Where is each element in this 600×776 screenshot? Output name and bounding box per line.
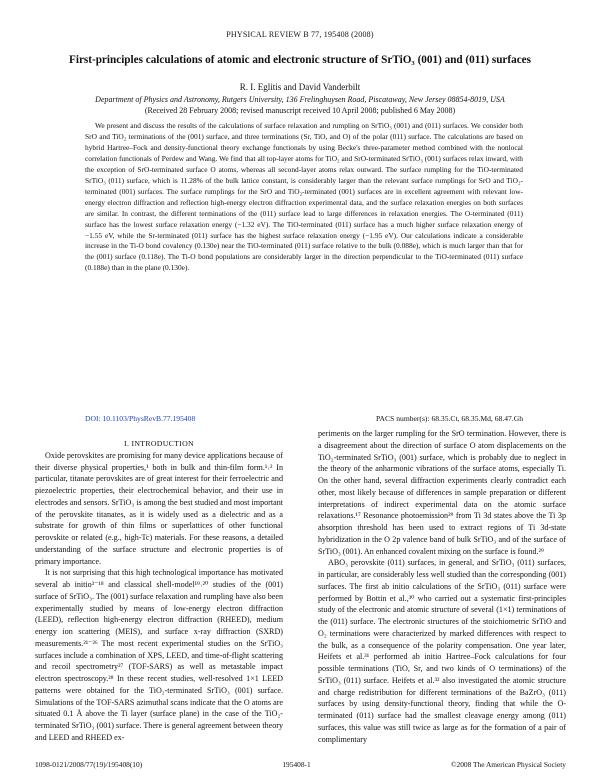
left-column (35, 438, 283, 744)
affiliation: Department of Physics and Astronomy, Rutgers University, 136 Frelinghuysen Road, Piscataway, New Jersey 08854-8019, USA (95, 95, 505, 104)
section-heading: I. INTRODUCTION (124, 439, 194, 448)
paragraph: periments on the larger rumpling for the SrO termination. However, there is a disagreement about the direction of surface O atom displacements on the TiO₂-terminated SrTiO₃ (001) surface, which is probably due to neglect in the theory of the anharmonic vibrations of the surface atoms, especially Ti. On the other hand, several diffraction experiments clearly contradict each other, most likely because of differences in sample preparation or different interpretations of indirect experimental data on the atomic surface relaxations.¹⁷ Resonance photoemission²⁹ from Ti 3d states above the Ti 3p absorption threshold has been used to extract regions of Ti 3d-state hybridization in the O 2p valence band of bulk SrTiO₃ and of the surface of SrTiO₃ (001). An enhanced covalent mixing on the surface is found.²⁹ (318, 429, 566, 556)
pacs-numbers: PACS number(s): 68.35.Ct, 68.35.Md, 68.47.Gh (376, 414, 523, 423)
paragraph: It is not surprising that this high technological importance has motivated several ab initio³⁻¹⁸ and classical shell-model¹⁹˒²⁰ studies of the (001) surface of SrTiO₃. The (001) surface relaxation and rumpling have also been experimentally studied by means of low-energy electron diffraction (LEED), reflection high-energy electron diffraction (RHEED), medium energy ion scattering (MEIS), and surface x-ray diffraction (SXRD) measurements.²¹⁻²⁶ The most recent experimental studies on the SrTiO₃ surfaces include a combination of XPS, LEED, and time-of-flight scattering and recoil spectrometry²⁷ (TOF-SARS) as well as metastable impact electron spectroscopy.²⁸ In these recent studies, well-resolved 1×1 LEED patterns were obtained for the TiO₂-terminated SrTiO₃ (001) surface. Simulations of the TOF-SARS azimuthal scans indicate that the O atoms are situated 0.1 Å above the Ti layer (surface plane) in the case of the TiO₂-terminated SrTiO₃ (001) surface. There is general agreement between theory and LEED and RHEED ex- (35, 568, 283, 742)
abstract: We present and discuss the results of the calculations of surface relaxation and rumpling on SrTiO₃ (001) and (011) surfaces. We consider both SrO and TiO₂ terminations of the (001) surface, and three terminations (Sr, TiO, and O) of the polar (011) surface. The calculations are based on hybrid Hartree–Fock and density-functional theory exchange functionals by using Becke's three-parameter method combined with the nonlocal correlation functionals of Perdew and Wang. We find that all top-layer atoms for TiO₂ and SrO-terminated SrTiO₃ (001) surfaces relax inward, with the exception of SrO-terminated surface O atoms, whereas all second-layer atoms relax outward. The surface rumpling for the TiO-terminated SrTiO₃ (011) surface, which is 11.28% of the bulk lattice constant, is considerably larger than the relevant surface rumplings for SrO and TiO₂-terminated (001) surfaces. The surface rumplings for the SrO and TiO₂-terminated (001) surfaces are in excellent agreement with relevant low-energy electron diffraction and reflection high-energy electron diffraction experimental data, and the surface relaxation energies on both surfaces are similar. In contrast, the different terminations of the (011) surface lead to large differences in relaxation energies. The O-terminated (011) surface has the lowest surface relaxation energy (−1.32 eV). The TiO-terminated (011) surface has a much higher surface relaxation energy of −1.55 eV, while the Sr-terminated (011) surface has the highest surface relaxation energy (−1.95 eV). Our calculations indicate a considerable increase in the Ti-O bond covalency (0.130e) near the TiO-terminated (011) surface relative to the bulk (0.088e), which is much larger than that for the (001) surface (0.118e). The Ti-O bond populations are considerably larger in the direction perpendicular to the TiO-terminated (011) surface (0.188e) than in the plane (0.130e). (85, 121, 523, 273)
paragraph: ABO₃ perovskite (011) surfaces, in general, and SrTiO₃ (011) surfaces, in particular, are considerably less well studied than the corresponding (001) surfaces. The first ab initio calculations of the SrTiO₃ (011) surface were performed by Bottin et al.,³⁰ who carried out a systematic first-principles study of the electronic and atomic structure of several (1×1) terminations of the (011) surface. The electronic structures of the stoichiometric SrTiO and O₂ terminations were characterized by marked differences with respect to the bulk, as a consequence of the polarity compensation. One year later, Heifets et al.³¹ performed ab initio Hartree–Fock calculations for four possible terminations (TiO, Sr, and two kinds of O terminations) of the SrTiO₃ (011) surface. Heifets et al.³² also investigated the atomic structure and charge redistribution for different terminations of the BaZrO₃ (011) surfaces by using density-functional theory, finding that while the O-terminated (011) surface had the smallest cleavage energy among (011) surfaces, this value was still twice as large as for the formation of a pair of complimentary (318, 558, 566, 744)
paragraph: Oxide perovskites are promising for many device applications because of their diverse physical properties,¹ both in bulk and thin-film form.¹˒² In particular, titanate perovskites are of great interest for their ferroelectric and piezoelectric properties, their electrochemical behavior, and their use in electrodes and sensors. SrTiO₃ is among the best studied and most important of the perovskite titanates, as it is widely used as a dielectric and as a substrate for growth of thin films or superlattices of other functional perovskite or related (e.g., high-Tc) materials. For these reasons, a detailed understanding of the surface structure and electronic properties is of primary importance. (35, 450, 284, 566)
copyright: ©2008 The American Physical Society (450, 760, 566, 769)
received-dates: (Received 28 February 2008; revised manuscript received 10 April 2008; published 6 May 2008) (144, 106, 456, 115)
running-head: PHYSICAL REVIEW B 77, 195408 (2008) (226, 30, 374, 39)
footer-issn: 1098-0121/2008/77(19)/195408(10) (35, 760, 143, 769)
right-column (318, 428, 566, 745)
paper-title: First-principles calculations of atomic and electronic structure of SrTiO₃ (001) and (011) surfaces (69, 54, 531, 66)
page-number: 195408-1 (282, 760, 311, 769)
doi-pacs-line (85, 414, 523, 423)
page-footer (35, 760, 566, 769)
authors: R. I. Eglitis and David Vanderbilt (239, 82, 361, 92)
doi-link[interactable]: DOI: 10.1103/PhysRevB.77.195408 (85, 414, 196, 423)
